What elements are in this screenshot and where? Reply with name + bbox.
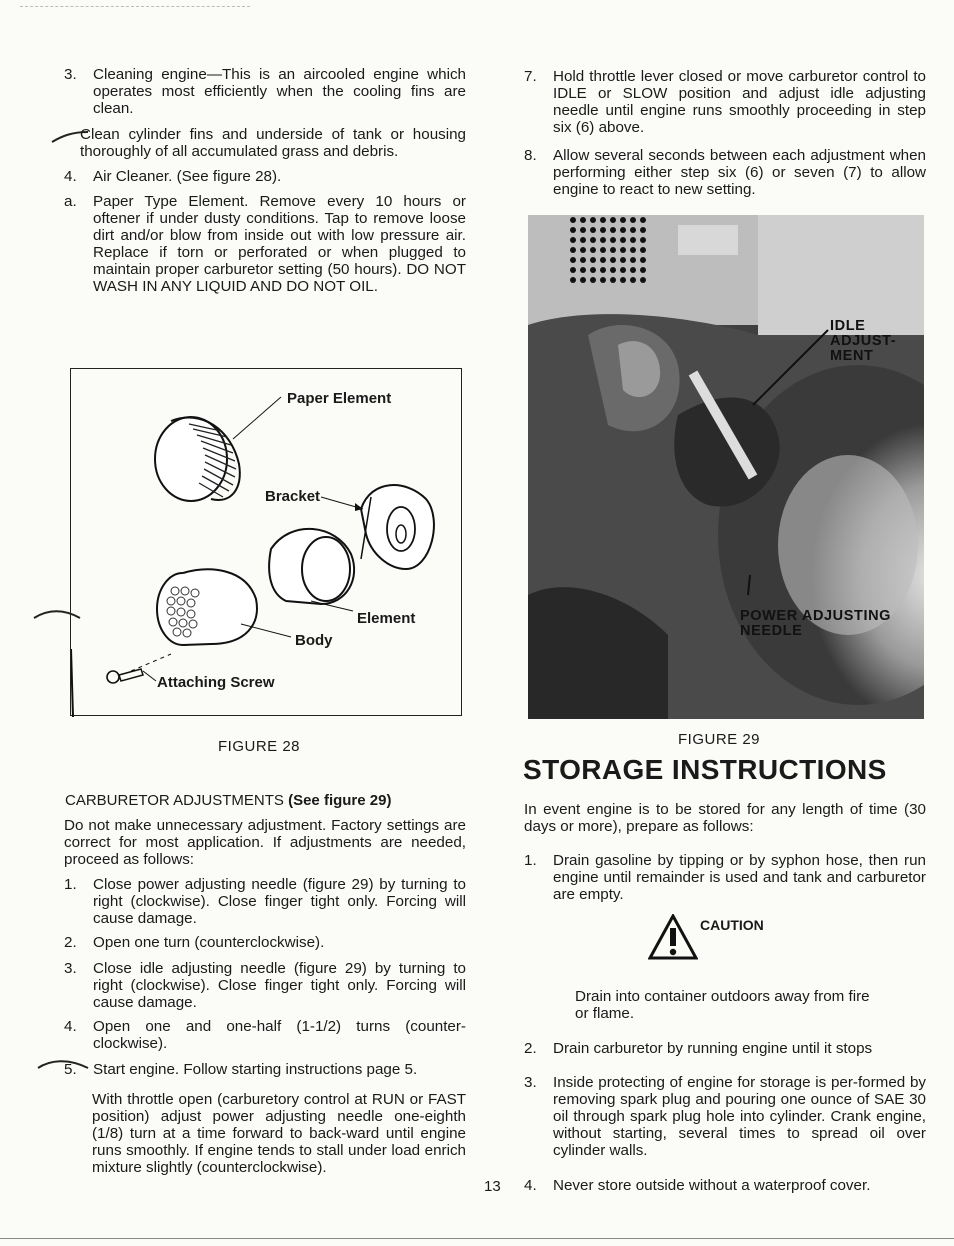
item-text: Never store outside without a waterproof cover. — [553, 1177, 871, 1194]
bottom-rule — [0, 1238, 954, 1239]
item-number: 3. — [64, 960, 77, 977]
idle-adjustment-label — [830, 319, 896, 364]
carburetor-heading-ref: (See figure 29) — [288, 792, 392, 809]
list-item — [524, 147, 926, 198]
figure-29-photo — [528, 215, 924, 719]
caution-block — [648, 914, 764, 960]
list-item — [64, 934, 466, 951]
label-body: Body — [295, 632, 333, 649]
paper-element-drawing — [155, 397, 281, 501]
air-cleaner-diagram — [71, 369, 463, 717]
item-text: Air Cleaner. (See figure 28). — [93, 168, 282, 185]
caution-label: CAUTION — [700, 917, 764, 933]
label-paper-element: Paper Element — [287, 390, 392, 407]
item-number: 7. — [524, 68, 537, 85]
item-number: 4. — [64, 1018, 77, 1035]
list-item — [64, 876, 466, 927]
item-number: 1. — [64, 876, 77, 893]
item-number: 8. — [524, 147, 537, 164]
page-number: 13 — [484, 1178, 501, 1195]
list-item — [64, 960, 466, 1011]
item-number: 3. — [64, 66, 77, 83]
item-text: Inside protecting of engine for storage is per-formed by removing spark plug and pouring one ounce of SAE 30 oil through spark plug hole into cylinder. Crank engine, without starting, several times to spread oil over cylinder walls. — [553, 1074, 926, 1159]
list-item — [524, 1177, 926, 1194]
step-6-paragraph: With throttle open (carburetory control at RUN or FAST position) adjust power adjusting needle one-eighth (1/8) turn at a time forward to back-ward until engine runs smoothly. If engine tends to stall under load enrich mixture slightly (counterclockwise). — [92, 1091, 466, 1176]
top-scan-mark — [20, 6, 250, 7]
item-number: 3. — [524, 1074, 537, 1091]
caution-text: Drain into container outdoors away from fire or flame. — [575, 988, 870, 1022]
list-item — [524, 1040, 926, 1057]
item-number: 1. — [524, 852, 537, 869]
item-text: Paper Type Element. Remove every 10 hours or oftener if under dusty conditions. Tap to remove loose dirt and/or blow from inside out with low pressure air. Replace if torn or perforated or when plugged to maintain proper carburetor setting (50 hours). DO NOT WASH IN ANY LIQUID AND DO NOT OIL. — [93, 193, 466, 295]
list-item — [64, 1061, 466, 1078]
figure-28-caption: FIGURE 28 — [218, 738, 301, 755]
list-item — [524, 1074, 926, 1159]
idle-label-line: MENT — [830, 348, 874, 364]
item-number: 5. — [64, 1061, 77, 1078]
item-text: Cleaning engine—This is an aircooled engine which operates most efficiently when the cooling fins are clean. — [93, 66, 466, 117]
item-text: Open one turn (counterclockwise). — [93, 934, 325, 951]
idle-label-line: ADJUST- — [830, 333, 897, 349]
item-text: Hold throttle lever closed or move carburetor control to IDLE or SLOW position and adjust idle adjusting needle until engine runs smoothly proceeding in step six (6) above. — [553, 68, 926, 136]
warning-triangle-icon — [648, 914, 698, 960]
label-attaching-screw: Attaching Screw — [157, 674, 275, 691]
item-text: Start engine. Follow starting instructions page 5. — [93, 1061, 418, 1078]
label-bracket: Bracket — [265, 488, 321, 505]
item-text: Close idle adjusting needle (figure 29) by turning to right (clockwise). Close finger tight only. Forcing will cause damage. — [93, 960, 466, 1011]
figure-28 — [70, 368, 462, 716]
list-item — [524, 68, 926, 136]
storage-heading: STORAGE INSTRUCTIONS — [523, 754, 887, 785]
idle-label-line: IDLE — [830, 318, 866, 334]
item-text: Drain gasoline by tipping or by syphon hose, then run engine until remainder is used and tank and carburetor are empty. — [553, 852, 926, 903]
list-item — [524, 852, 926, 903]
storage-intro: In event engine is to be stored for any length of time (30 days or more), prepare as follows: — [524, 801, 926, 835]
carburetor-intro: Do not make unnecessary adjustment. Factory settings are correct for most application. If adjustments are needed, proceed as follows: — [64, 817, 466, 868]
power-adjusting-label — [740, 609, 891, 639]
list-item — [64, 1018, 466, 1052]
item-number: 2. — [64, 934, 77, 951]
item-text: Close power adjusting needle (figure 29) by turning to right (clockwise). Close finger tight only. Forcing will cause damage. — [93, 876, 466, 927]
item-number: 2. — [524, 1040, 537, 1057]
item-number: a. — [64, 193, 77, 210]
element-cover-drawing — [269, 529, 354, 611]
power-label-line: POWER ADJUSTING — [740, 608, 892, 624]
clean-paragraph: Clean cylinder fins and underside of tank or housing thoroughly of all accumulated grass and debris. — [80, 126, 466, 160]
power-label-line: NEEDLE — [740, 623, 803, 639]
list-item — [64, 168, 466, 185]
list-item — [64, 66, 466, 117]
carburetor-heading — [65, 792, 391, 809]
margin-mark — [36, 1056, 92, 1074]
margin-mark — [32, 604, 84, 624]
item-text: Drain carburetor by running engine until it stops — [553, 1040, 873, 1057]
item-number: 4. — [524, 1177, 537, 1194]
figure-29-caption: FIGURE 29 — [678, 731, 761, 748]
label-element: Element — [357, 610, 416, 627]
carburetor-heading-text: CARBURETOR ADJUSTMENTS — [65, 792, 284, 809]
item-text: Allow several seconds between each adjustment when performing either step six (6) or seven (7) to allow engine to react to new setting. — [553, 147, 926, 198]
item-number: 4. — [64, 168, 77, 185]
engine-photo-drawing — [528, 215, 924, 719]
list-item — [64, 193, 466, 295]
item-text: Open one and one-half (1-1/2) turns (counter-clockwise). — [93, 1018, 466, 1052]
